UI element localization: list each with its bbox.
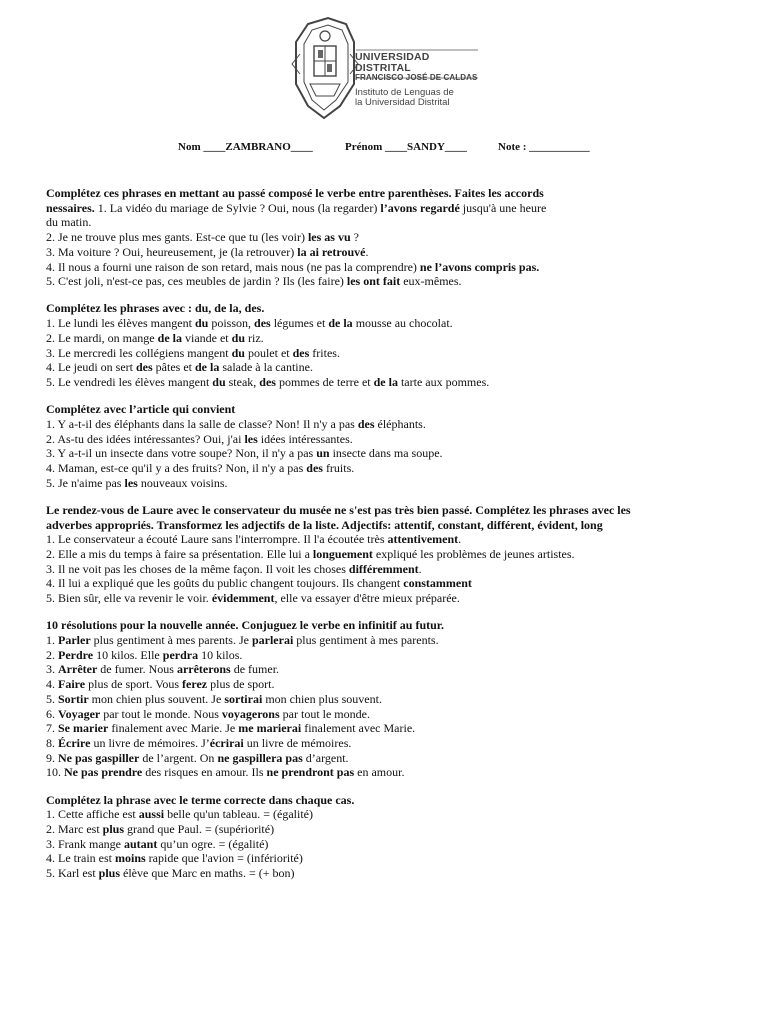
text-segment: 5. Bien sûr, elle va revenir le voir. — [46, 591, 212, 606]
text-segment: des risques en amour. Ils — [142, 765, 267, 780]
exercise-line — [46, 331, 666, 346]
exercise-line — [46, 707, 666, 722]
exercise-line — [46, 851, 666, 866]
text-segment: 7. — [46, 721, 58, 736]
bold-text: des — [254, 316, 271, 331]
text-segment: 10 kilos. — [198, 647, 243, 662]
bold-text: du — [231, 345, 245, 360]
exercise-line — [46, 751, 666, 766]
bold-text: nessaires. — [46, 200, 98, 215]
text-segment: rapide que l'avion = (infériorité) — [145, 851, 303, 866]
exercise-line — [46, 662, 666, 677]
student-grade: Note : ___________ — [498, 141, 590, 153]
bold-text: Complétez ces phrases en mettant au passé composé le verbe entre parenthèses. Faites les accords — [46, 186, 544, 200]
bold-text: voyagerons — [221, 706, 280, 721]
text-segment: 3. Ma voiture ? Oui, heureusement, je (la retrouver) — [46, 244, 298, 259]
bold-text: moins — [114, 851, 146, 866]
bold-text: écrirai — [209, 735, 244, 750]
text-segment: viande et — [181, 330, 232, 345]
exercise-line — [46, 215, 666, 230]
text-segment: par tout le monde. — [279, 706, 370, 721]
text-segment: 4. Il nous a fourni une raison de son retard, mais nous (ne pas la comprendre) — [46, 259, 420, 274]
bold-text: de la — [194, 360, 220, 375]
bold-text: autant — [123, 836, 158, 851]
text-segment: 5. Le vendredi les élèves mangent — [46, 374, 213, 389]
bold-text: Arrêter — [58, 662, 98, 677]
bold-text: aussi — [138, 807, 165, 822]
exercise-instruction-line — [46, 618, 666, 633]
bold-text: les ont fait — [346, 274, 401, 289]
exercise-line — [46, 230, 666, 245]
bold-text: des — [292, 345, 310, 360]
bold-text: me marierai — [238, 721, 302, 736]
text-segment: 1. Y a-t-il des éléphants dans la salle de classe? Non! Il n'y a pas — [46, 416, 358, 431]
exercise-line — [46, 648, 666, 663]
exercise-section — [46, 793, 666, 881]
exercise-line — [46, 692, 666, 707]
text-segment: pâtes et — [152, 360, 195, 375]
text-segment: steak, — [225, 374, 260, 389]
bold-text: de la — [373, 374, 398, 389]
exercise-line — [46, 633, 666, 648]
exercise-instruction-line — [46, 793, 666, 808]
bold-text: de la — [157, 330, 182, 345]
bold-text: Écrire — [58, 735, 91, 750]
exercise-line — [46, 591, 666, 606]
text-segment: . — [458, 532, 462, 547]
text-segment: 2. As-tu des idées intéressantes? Oui, j'ai — [46, 431, 245, 446]
text-segment: 6. — [46, 706, 58, 721]
bold-text: un — [316, 446, 330, 461]
exercise-line — [46, 360, 666, 375]
bold-text: des — [357, 416, 375, 431]
text-segment: 4. Il lui a expliqué que les goûts du public changent toujours. Ils changent — [46, 576, 404, 591]
exercise-line — [46, 245, 666, 260]
bold-text: Faire — [58, 677, 86, 692]
bold-text: les — [124, 475, 138, 490]
text-segment: 5. Je n'aime pas — [46, 475, 125, 490]
text-segment: de l’argent. On — [139, 750, 218, 765]
text-segment: légumes et — [270, 316, 329, 331]
text-segment: par tout le monde. Nous — [100, 706, 222, 721]
logo-institute-line-1: Instituto de Lenguas de — [355, 87, 454, 99]
bold-text: perdra — [162, 647, 199, 662]
text-segment: 2. Le mardi, on mange — [46, 330, 158, 345]
text-segment: idées intéressantes. — [257, 431, 353, 446]
exercise-line — [46, 677, 666, 692]
text-segment: jusqu'à une heure — [459, 200, 547, 215]
text-segment: 1. Cette affiche est — [46, 807, 139, 822]
exercise-section — [46, 301, 666, 389]
exercise-line — [46, 260, 666, 275]
bold-text: ne prendront pas — [266, 765, 355, 780]
text-segment: 8. — [46, 735, 58, 750]
bold-text: ne l’avons compris pas. — [419, 259, 540, 274]
text-segment: 5. Karl est — [46, 866, 99, 881]
bold-text: des — [306, 460, 323, 475]
text-segment: 2. Je ne trouve plus mes gants. Est-ce que tu (les voir) — [46, 230, 308, 245]
text-segment: 4. Le jeudi on sert — [46, 360, 136, 375]
exercise-line — [46, 346, 666, 361]
exercise-line — [46, 461, 666, 476]
bold-text: les — [244, 431, 258, 446]
exercise-line — [46, 274, 666, 289]
bold-text: arrêterons — [176, 662, 231, 677]
text-segment: de fumer. — [230, 662, 280, 677]
text-segment: , elle va essayer d'être mieux préparée. — [274, 591, 460, 606]
text-segment: mousse au chocolat. — [352, 316, 453, 331]
text-segment: grand que Paul. = (supériorité) — [124, 821, 275, 836]
text-segment: poulet et — [244, 345, 293, 360]
bold-text: évidemment — [211, 591, 275, 606]
text-segment: 1. Le lundi les élèves mangent — [46, 316, 195, 331]
exercise-section — [46, 503, 666, 606]
text-segment: ? — [350, 230, 359, 245]
text-segment: 4. — [46, 677, 58, 692]
bold-text: Parler — [58, 632, 91, 647]
bold-text: différemment — [348, 561, 419, 576]
text-segment: 1. — [46, 632, 58, 647]
exercise-line — [46, 736, 666, 751]
text-segment: 10. — [46, 765, 64, 780]
bold-text: Ne pas gaspiller — [58, 750, 140, 765]
text-segment: belle qu'un tableau. = (égalité) — [164, 807, 313, 822]
exercise-line — [46, 375, 666, 390]
exercise-line — [46, 837, 666, 852]
bold-text: longuement — [312, 546, 373, 561]
logo-institute-line-2: la Universidad Distrital — [355, 97, 450, 109]
text-segment: plus gentiment à mes parents. Je — [90, 632, 252, 647]
text-segment: finalement avec Marie. Je — [108, 721, 239, 736]
bold-text: Complétez les phrases avec : du, de la, des. — [46, 301, 265, 316]
text-segment: de fumer. Nous — [97, 662, 177, 677]
text-segment: plus de sport. — [207, 677, 275, 692]
text-segment: nouveaux voisins. — [137, 475, 228, 490]
text-segment: pommes de terre et — [275, 374, 374, 389]
logo-university-subtitle: FRANCISCO JOSÉ DE CALDAS — [355, 73, 478, 83]
exercise-line — [46, 721, 666, 736]
text-segment: insecte dans ma soupe. — [329, 446, 443, 461]
bold-text: 10 résolutions pour la nouvelle année. Conjuguez le verbe en infinitif au futur. — [46, 618, 445, 633]
bold-text: des — [135, 360, 153, 375]
text-segment: mon chien plus souvent. — [262, 691, 382, 706]
text-segment: 2. Elle a mis du temps à faire sa présentation. Elle lui a — [46, 546, 313, 561]
text-segment: 1. Le conservateur a écouté Laure sans l'interrompre. Il l'a écoutée très — [46, 532, 388, 547]
bold-text: Se marier — [58, 721, 109, 736]
exercise-line — [46, 446, 666, 461]
bold-text: Complétez avec l’article qui convient — [46, 402, 236, 417]
bold-text: Le rendez-vous de Laure avec le conservateur du musée ne s'est pas très bien passé. Complétez les phrases avec les — [46, 502, 631, 517]
exercise-line — [46, 432, 666, 447]
bold-text: Perdre — [58, 647, 94, 662]
bold-text: Complétez la phrase avec le terme correcte dans chaque cas. — [46, 792, 355, 807]
text-segment: en amour. — [354, 765, 405, 780]
bold-text: du — [231, 330, 245, 345]
text-segment: 1. La vidéo du mariage de Sylvie ? Oui, nous (la regarder) — [97, 200, 381, 215]
exercise-line — [46, 576, 666, 591]
exercise-line — [46, 417, 666, 432]
text-segment: du matin. — [46, 215, 92, 230]
bold-text: parlerai — [251, 632, 294, 647]
text-segment: tarte aux pommes. — [397, 374, 490, 389]
bold-text: plus — [98, 866, 121, 881]
text-segment: d’argent. — [302, 750, 349, 765]
text-segment: un livre de mémoires. J’ — [90, 735, 210, 750]
bold-text: la ai retrouvé — [297, 244, 366, 259]
logo-university-name: UNIVERSIDAD DISTRITAL — [355, 51, 430, 75]
text-segment: 3. Le mercredi les collégiens mangent — [46, 345, 232, 360]
text-segment: riz. — [245, 330, 264, 345]
text-segment: frites. — [309, 345, 340, 360]
text-segment: 10 kilos. Elle — [93, 647, 163, 662]
text-segment: 3. Y a-t-il un insecte dans votre soupe? Non, il n'y a pas — [46, 446, 317, 461]
text-segment: . — [365, 244, 369, 259]
text-segment: plus de sport. Vous — [85, 677, 183, 692]
exercise-line — [46, 476, 666, 491]
text-segment: 4. Le train est — [46, 851, 115, 866]
text-segment: fruits. — [322, 460, 355, 475]
text-segment: 3. Il ne voit pas les choses de la même façon. Il voit les choses — [46, 561, 349, 576]
text-segment: qu’un ogre. = (égalité) — [157, 836, 269, 851]
exercise-line — [46, 316, 666, 331]
text-segment: plus gentiment à mes parents. — [293, 632, 439, 647]
exercise-instruction-line — [46, 503, 666, 518]
exercise-line — [46, 547, 666, 562]
exercise-section — [46, 186, 666, 289]
exercise-instruction-line — [46, 402, 666, 417]
text-segment: mon chien plus souvent. Je — [88, 691, 225, 706]
bold-text: adverbes appropriés. Transformez les adjectifs de la liste. Adjectifs: attentif, constant, différent, évident, long — [46, 517, 603, 532]
text-segment: expliqué les problèmes de jeunes artistes. — [372, 546, 575, 561]
text-segment: un livre de mémoires. — [243, 735, 352, 750]
text-segment: salade à la cantine. — [219, 360, 313, 375]
exercise-line — [46, 807, 666, 822]
bold-text: ferez — [182, 677, 208, 692]
exercise-instruction-line — [46, 301, 666, 316]
bold-text: ne gaspillera pas — [217, 750, 303, 765]
bold-text: des — [259, 374, 276, 389]
text-segment: 5. C'est joli, n'est-ce pas, ces meubles de jardin ? Ils (les faire) — [46, 274, 347, 289]
text-segment: 5. — [46, 691, 58, 706]
exercise-line — [46, 518, 666, 533]
exercise-section — [46, 402, 666, 490]
text-segment: poisson, — [208, 316, 255, 331]
exercise-line — [46, 201, 666, 216]
text-segment: . — [418, 561, 422, 576]
text-segment: 9. — [46, 750, 58, 765]
bold-text: du — [212, 374, 226, 389]
logo-text — [355, 52, 485, 108]
text-segment: 3. Frank mange — [46, 836, 124, 851]
text-segment: 3. — [46, 662, 58, 677]
text-segment: élève que Marc en maths. = (+ bon) — [120, 866, 295, 881]
bold-text: Voyager — [58, 706, 101, 721]
bold-text: de la — [328, 316, 353, 331]
bold-text: sortirai — [224, 691, 263, 706]
exercise-line — [46, 822, 666, 837]
text-segment: 2. Marc est — [46, 821, 103, 836]
text-segment: 4. Maman, est-ce qu'il y a des fruits? Non, il n'y a pas — [46, 460, 307, 475]
bold-text: constamment — [403, 576, 472, 591]
bold-text: plus — [102, 821, 125, 836]
text-segment: finalement avec Marie. — [301, 721, 416, 736]
student-last-name: Nom ____ZAMBRANO____ — [178, 141, 313, 153]
exercise-instruction-line — [46, 186, 666, 201]
worksheet-content — [46, 186, 666, 881]
text-segment: 2. — [46, 647, 58, 662]
bold-text: du — [194, 316, 209, 331]
bold-text: attentivement — [387, 532, 459, 547]
exercise-section — [46, 618, 666, 780]
university-seal-icon — [292, 18, 358, 118]
student-first-name: Prénom ____SANDY____ — [345, 141, 467, 153]
bold-text: Sortir — [58, 691, 89, 706]
bold-text: les as vu — [307, 230, 351, 245]
text-segment: eux-mêmes. — [400, 274, 462, 289]
exercise-line — [46, 562, 666, 577]
exercise-line — [46, 765, 666, 780]
bold-text: l’avons regardé — [380, 200, 460, 215]
text-segment: éléphants. — [374, 416, 426, 431]
exercise-line — [46, 866, 666, 881]
exercise-line — [46, 532, 666, 547]
bold-text: Ne pas prendre — [64, 765, 143, 780]
